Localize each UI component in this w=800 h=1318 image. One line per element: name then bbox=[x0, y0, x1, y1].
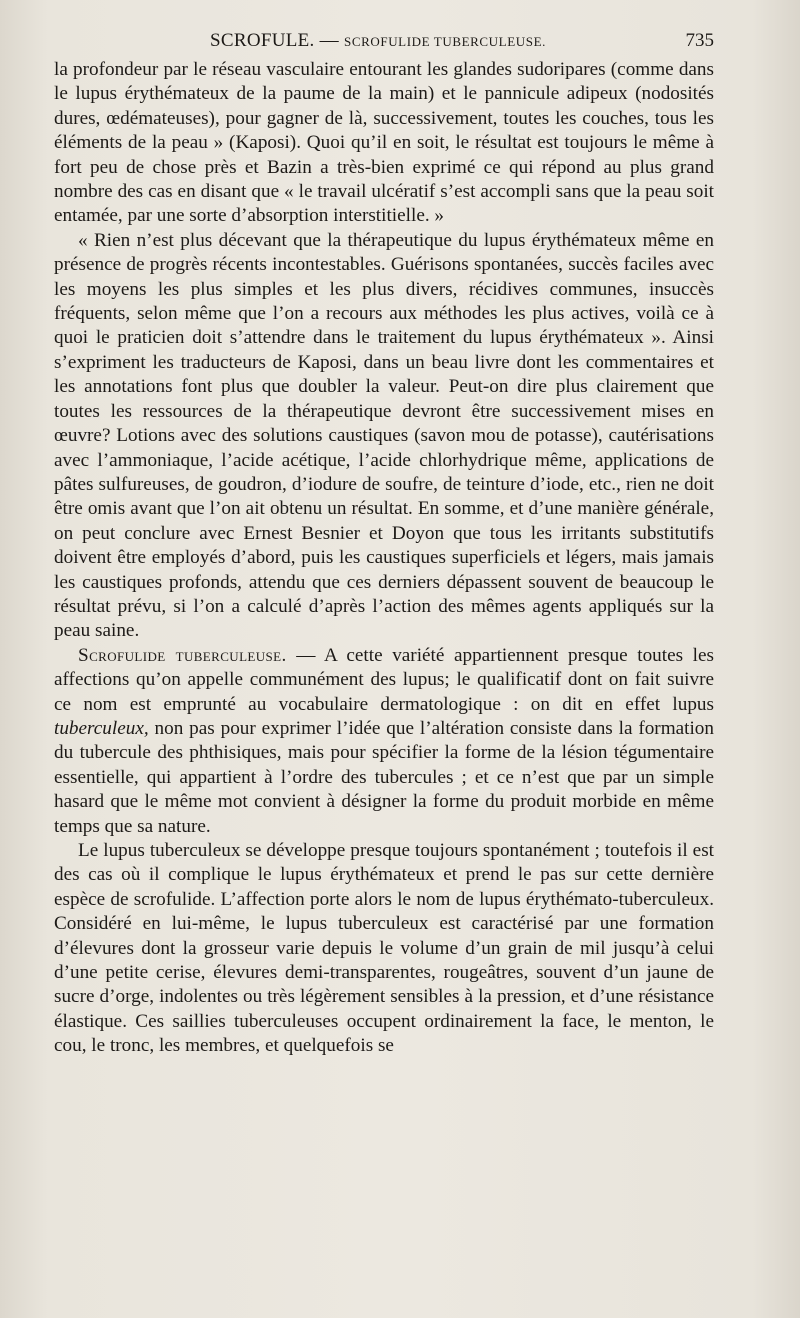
paragraph-3-italic: tuberculeux, bbox=[54, 717, 149, 739]
running-head bbox=[54, 30, 714, 56]
paragraph-3-text-b: non pas pour exprimer l’idée que l’altération consiste dans la formation du tubercule des phthisiques, mais pour spécifier la forme de la lésion tégumentaire essentielle, qui appartient à l’ordre des tubercules ; et ce n’est que par un simple hasard que le même mot convient à désigner la forme du produit morbide en même temps que sa nature. bbox=[54, 717, 714, 837]
paragraph-3-text-a: — A cette variété appartiennent presque toutes les affections qu’on appelle communément des lupus; le qualificatif dont on fait suivre ce nom est emprunté au vocabulaire dermatologique : on dit en effet lupus bbox=[54, 644, 714, 715]
paragraph-3 bbox=[54, 644, 714, 839]
running-title-dash: — bbox=[314, 30, 344, 51]
paragraph-2: « Rien n’est plus décevant que la thérapeutique du lupus érythémateux même en présence de progrès récents incontestables. Guérisons spontanées, succès faciles avec les moyens les plus simples et les plus divers, récidives communes, insuccès fréquents, selon même que l’on a recours aux méthodes les plus actives, voilà ce à quoi le praticien doit s’attendre dans le traitement du lupus érythémateux ». Ainsi s’expriment les traducteurs de Kaposi, dans un beau livre dont les commentaires et les annotations font plus que doubler la valeur. Peut-on dire plus clairement que toutes les ressources de la thérapeutique devront être successivement mises en œuvre? Lotions avec des solutions caustiques (savon mou de potasse), cautérisations avec l’ammoniaque, l’acide acétique, l’acide chlorhydrique même, applications de pâtes sulfureuses, de goudron, d’iodure de soufre, de teinture d’iode, etc., rien ne doit être omis avant que l’on ait obtenu un résultat. En somme, et d’une manière générale, on peut conclure avec Ernest Besnier et Doyon que tous les irritants substitutifs doivent être employés d’abord, puis les caustiques superficiels et légers, mais jamais les caustiques profonds, attendu que ces derniers dépassent souvent de beaucoup le résultat prévu, si l’on a calculé d’après l’action des mêmes agents appliqués sur la peau saine. bbox=[54, 229, 714, 642]
running-title bbox=[210, 30, 546, 52]
body-text bbox=[54, 58, 714, 1059]
running-title-main: SCROFULE. bbox=[210, 30, 315, 51]
running-title-sub: SCROFULIDE TUBERCULEUSE. bbox=[344, 34, 546, 49]
paragraph-4: Le lupus tuberculeux se développe presque toujours spontanément ; toutefois il est des cas où il complique le lupus érythémateux et prend le pas sur cette dernière espèce de scrofulide. L’affection porte alors le nom de lupus érythémato-tuberculeux. Considéré en lui-même, le lupus tuberculeux est caractérisé par une formation d’élevures dont la grosseur varie depuis le volume d’un grain de mil jusqu’à celui d’une petite cerise, élevures demi-transparentes, rougeâtres, souvent d’un jaune de sucre d’orge, indolentes ou très légèrement sensibles à la pression, et d’une résistance élastique. Ces saillies tuberculeuses occupent ordinairement la face, le menton, le cou, le tronc, les membres, et quelquefois se bbox=[54, 840, 714, 1057]
paragraph-1: la profondeur par le réseau vasculaire entourant les glandes sudoripares (comme dans le lupus érythémateux de la paume de la main) et le pannicule adipeux (nodosités dures, œdémateuses), pour gagner de là, successivement, toutes les couches, tous les éléments de la peau » (Kaposi). Quoi qu’il en soit, le résultat est toujours le même à fort peu de chose près et Bazin a très-bien exprimé ce qui répond au plus grand nombre des cas en disant que « le travail ulcératif s’est accompli sans que la peau soit entamée, par une sorte d’absorption interstitielle. » bbox=[54, 59, 714, 227]
section-heading: Scrofulide tuberculeuse. bbox=[78, 644, 287, 666]
page-number: 735 bbox=[685, 30, 714, 51]
